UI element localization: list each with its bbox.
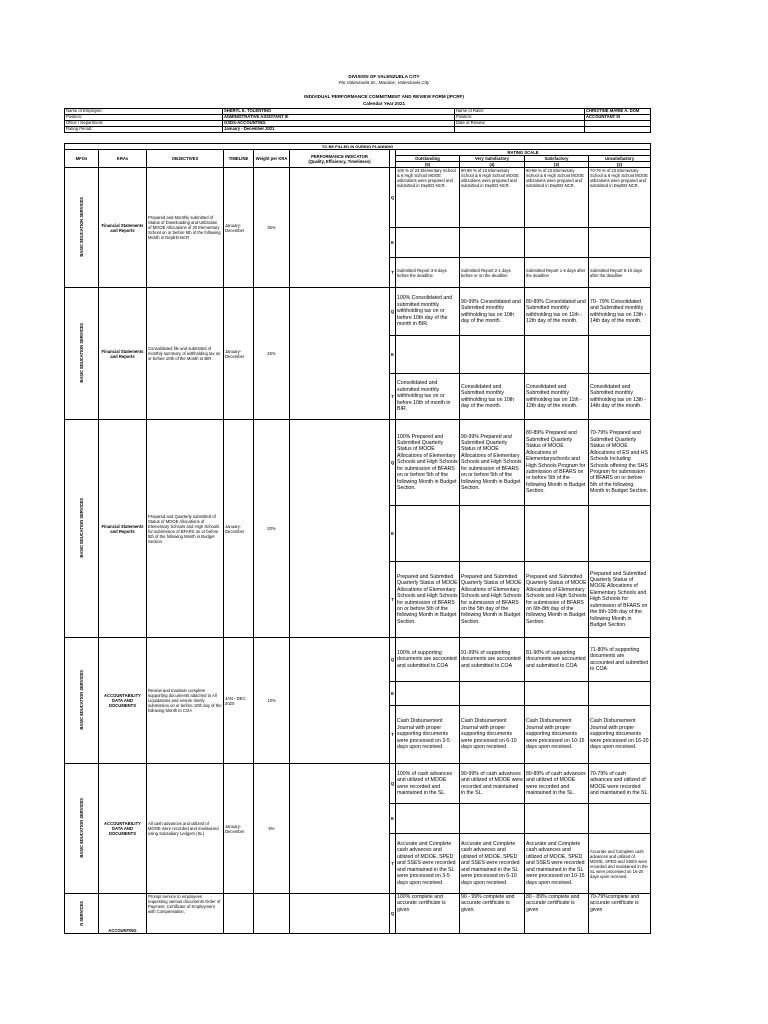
rating-satisfactory: 80-89% of cash advances and utilized of MOOE were recorded and maintained in the SL. bbox=[525, 764, 589, 804]
rating-empty bbox=[396, 336, 460, 374]
rating-outstanding: 100% Consolidated and submitted monthly withholding tax on or before 10th day of the month in BIR. bbox=[396, 288, 460, 336]
col-timeline-header: TIMELINE bbox=[224, 150, 254, 168]
col-objectives-header: OBJECTIVES bbox=[147, 150, 224, 168]
efficiency-marker: E bbox=[390, 506, 396, 562]
timeline-cell: January-December bbox=[224, 764, 254, 894]
very-satisfactory-header: Very Satisfactory bbox=[460, 156, 525, 162]
objective-cell: Review and maintain complete supporting documents attached to All Liquidations and ensure timely submission on or before 10th day of the following Month to COA bbox=[147, 638, 224, 764]
rating-empty bbox=[589, 506, 651, 562]
rating-empty bbox=[460, 506, 525, 562]
indicator-cell bbox=[290, 288, 390, 420]
very-satisfactory-score: (4) bbox=[460, 162, 525, 168]
timeliness-marker: T bbox=[390, 706, 396, 764]
timeliness-marker: T bbox=[390, 834, 396, 894]
rating-scale-header: RATING SCALE bbox=[396, 150, 651, 156]
timeline-cell: January-December bbox=[224, 168, 254, 288]
efficiency-marker: E bbox=[390, 336, 396, 374]
rating-unsatisfactory: Consolidated and Submitted monthly withholding tax on 13th - 14th day of the month. bbox=[589, 374, 651, 420]
timeline-cell: January-December bbox=[224, 420, 254, 638]
kra-cell: Financial Statements and Reports bbox=[99, 420, 147, 638]
rating-satisfactory: Prepared and Submitted Quarterly Status of MOOE Allocations of Elementary Schools and High Schools for submission of BFARS on 6th-8th day of the following Month in Budget Section. bbox=[525, 562, 589, 638]
rating-outstanding: 100% complete and accurate certificate is given bbox=[396, 894, 460, 934]
objective-cell: Prepared and Monthly submitted of Status of Downloading and Utilization of MOOE Allocations of 20 Elementary School on or before 5th of the following Month in DepED-NCR bbox=[147, 168, 224, 288]
rating-empty bbox=[525, 228, 589, 258]
info-blank bbox=[455, 127, 585, 133]
rating-period-value: January - December 2021 bbox=[223, 127, 455, 133]
rating-unsatisfactory: 70-79% of cash advances and utilized of MOOE were recorded and maintained in the SL. bbox=[589, 764, 651, 804]
rating-very-satisfactory: Prepared and Submitted Quarterly Status of MOOE Allocations of Elementary Schools and High Schools for submission of BFARS on the 5th day of the following Month in Budget Section. bbox=[460, 562, 525, 638]
rating-outstanding: Cash Disbursement Journal with proper supporting documents were processed on 3-5 days upon received. bbox=[396, 706, 460, 764]
rating-unsatisfactory: Cash Disbursement Journal with proper supporting documents were processed on 16-20 days upon received. bbox=[589, 706, 651, 764]
rating-very-satisfactory: 91-99% of supporting documents are accounted and submitted to COA bbox=[460, 638, 525, 682]
rating-outstanding: Prepared and Submitted Quarterly Status of MOOE Allocations of Elementary Schools and High Schools for submission of BFARS on or before 5th of the following Month in Budget Section. bbox=[396, 562, 460, 638]
weight-cell: 25% bbox=[254, 288, 290, 420]
rating-satisfactory: 80-89% Prepared and Submitted Quarterly Status of MOOE Allocations of Elementaryschools and High Schools Program for submission of BFARS on or before 5th of the following Month in Budget Section. bbox=[525, 420, 589, 506]
employee-info-table bbox=[64, 108, 651, 133]
employee-name-value: SHERYL E. TOLENTINO bbox=[223, 109, 455, 115]
rating-satisfactory: Submitted Report 1-5 days after the deadline bbox=[525, 258, 589, 288]
rating-empty bbox=[396, 682, 460, 706]
rating-outstanding: Submitted Report 3-5 days before the deadline bbox=[396, 258, 460, 288]
rating-empty bbox=[525, 682, 589, 706]
col-weight-header: Weight per KRA bbox=[254, 150, 290, 168]
weight-cell: 35% bbox=[254, 168, 290, 288]
rating-very-satisfactory: 90-99 % of 23 Elementary School & 6 High School MOOE utilizations were prepared and submitted in DepED-NCR. bbox=[460, 168, 525, 228]
rating-empty bbox=[589, 336, 651, 374]
rating-satisfactory: 80-89% Consolidated and Submitted monthly withholding tax on 11th - 12th day of the month. bbox=[525, 288, 589, 336]
calendar-year: Calendar Year 2021 bbox=[362, 101, 406, 106]
rating-very-satisfactory: 90 - 99% complete and accurate certificate is given. bbox=[460, 894, 525, 934]
rating-empty bbox=[589, 804, 651, 834]
weight-cell: 20% bbox=[254, 420, 290, 638]
col-kra-header: KRAs bbox=[99, 150, 147, 168]
ipcrf-table bbox=[64, 143, 651, 934]
rating-very-satisfactory: 90-99% Prepared and Submitted Quarterly Status of MOOE Allocations of Elementary Schools and High Schools for submission of BFARS on or before 5th of the following Month in Budget Section. bbox=[460, 420, 525, 506]
rating-outstanding: Accurate and Complete cash advances and utilized of MOOE, SPED and SSES were recorded and maintained in the SL were processed on 3-5 days upon received. bbox=[396, 834, 460, 894]
indicator-cell bbox=[290, 168, 390, 288]
quality-marker: Q bbox=[390, 638, 396, 682]
mfo-cell bbox=[65, 420, 99, 638]
rating-unsatisfactory: 71-80% of supporting documents are accounted and submitted to COA bbox=[589, 638, 651, 682]
mfo-cell bbox=[65, 288, 99, 420]
rating-satisfactory: Accurate and Complete cash advances and utilized of MOOE, SPED and SSES were recorded and maintained in the SL were processed on 10-15 days upon received. bbox=[525, 834, 589, 894]
rating-unsatisfactory: Prepared and Submitted Quarterly Status of MOOE Allocations of Elementary Schools and High Schools for submission of BFARS on the 9th-10th day of the following Month in Budget Section. bbox=[589, 562, 651, 638]
rating-empty bbox=[396, 228, 460, 258]
position-value: ADMINISTRATIVE ASSISTANT III bbox=[223, 115, 455, 121]
rating-outstanding: 100 % of 23 Elementary School & 6 High School MOOE utilizations were prepared and submitted in DepED-NCR. bbox=[396, 168, 460, 228]
rating-empty bbox=[460, 682, 525, 706]
quality-marker: Q bbox=[390, 894, 396, 934]
kra-cell: ACCOUNTABILITY DATA AND DOCUMENTS bbox=[99, 638, 147, 764]
rating-empty bbox=[525, 336, 589, 374]
outstanding-header: Outstanding bbox=[396, 156, 460, 162]
rating-unsatisfactory: Accurate and Complete cash advances and utilized of MOOE, SPED and SSES were recorded and maintained in the SL were processed on 16-20 days upon received. bbox=[589, 834, 651, 894]
unsatisfactory-header: Unsatisfactory bbox=[589, 156, 651, 162]
division-address: Pio Valenzuela St., Marulas, Valenzuela City bbox=[338, 80, 430, 85]
rating-empty bbox=[460, 336, 525, 374]
col-mfo-header: MFOs bbox=[65, 150, 99, 168]
mfo-label: BASIC EDUCATION SERVICES bbox=[79, 798, 84, 858]
timeliness-marker: T bbox=[390, 562, 396, 638]
timeline-cell bbox=[224, 894, 254, 934]
office-value: OSDS-ACCOUNTING bbox=[223, 121, 455, 127]
info-blank bbox=[585, 127, 651, 133]
weight-cell bbox=[254, 894, 290, 934]
office-label: Office / Department: bbox=[65, 121, 223, 127]
review-date-label: Date of Review: bbox=[455, 121, 585, 127]
mfo-label: BASIC EDUCATION SERVICES bbox=[79, 197, 84, 257]
rating-satisfactory: 80-88 % of 23 Elementary School & 6 High School MOOE utilizations were prepared and submitted in DepED-NCR. bbox=[525, 168, 589, 228]
rater-name-value: CHRISTINE MARIE A. DOM bbox=[585, 109, 651, 115]
mfo-label: BASIC EDUCATION SERVICES bbox=[79, 498, 84, 558]
objective-cell: Prompt service to employees requesting various documents Order of Payment, Certificate of Employment with Compensation, bbox=[147, 894, 224, 934]
outstanding-score: (5) bbox=[396, 162, 460, 168]
rating-unsatisfactory: Submitted Report 6-10 days after the deadline bbox=[589, 258, 651, 288]
col-indicator-header bbox=[290, 150, 390, 168]
objective-cell: Consolidated file and submitted of monthly summary of withholding tax on or before 10th of the Month to BIR. bbox=[147, 288, 224, 420]
efficiency-marker: E bbox=[390, 228, 396, 258]
weight-cell: 5% bbox=[254, 764, 290, 894]
division-title: DIVISION OF VALENZUELA CITY bbox=[348, 74, 420, 79]
timeliness-marker: T bbox=[390, 374, 396, 420]
kra-cell: ACCOUNTING bbox=[99, 894, 147, 934]
quality-marker: Q bbox=[390, 420, 396, 506]
rating-period-label: Rating Period: bbox=[65, 127, 223, 133]
employee-name-label: Name of Employee: bbox=[65, 109, 223, 115]
rating-very-satisfactory: 90-99% of cash advances and utilized of MOOE were recorded and maintained in the SL. bbox=[460, 764, 525, 804]
kra-cell: ACCOUNTABILITY DATA AND DOCUMENTS bbox=[99, 764, 147, 894]
timeline-cell: January-December bbox=[224, 288, 254, 420]
rating-empty bbox=[525, 506, 589, 562]
mfo-cell bbox=[65, 168, 99, 288]
objective-cell: Prepared and Quarterly submitted of Status of MOOE Allocations of Elementary Schools and High Schools for submission of BFARS on or before 5th of the following Month in Budget Section. bbox=[147, 420, 224, 638]
timeliness-marker: T bbox=[390, 258, 396, 288]
satisfactory-header: Satisfactory bbox=[525, 156, 589, 162]
rating-outstanding: 100% Prepared and Submitted Quarterly Status of MOOE Allocations of Elementary Schools and High Schools for submission of BFARS on or before 5th of the following Month in Budget Section. bbox=[396, 420, 460, 506]
efficiency-marker: E bbox=[390, 804, 396, 834]
indicator-cell bbox=[290, 764, 390, 894]
rating-satisfactory: 80 - 89% complete and accurate certificate is given bbox=[525, 894, 589, 934]
objective-cell: All cash advances and utilized of MOOE were recorded and maintained using Subsidiary Ledgers (SL) bbox=[147, 764, 224, 894]
rater-name-label: Name of Rater: bbox=[455, 109, 585, 115]
efficiency-marker: E bbox=[390, 682, 396, 706]
rating-empty bbox=[589, 228, 651, 258]
rating-outstanding: Consolidated and submitted monthly withholding tax on or before 10th of month in BIR. bbox=[396, 374, 460, 420]
rating-unsatisfactory: 70-79%complete and accurate certificate is given bbox=[589, 894, 651, 934]
unsatisfactory-score: (2) bbox=[589, 162, 651, 168]
kra-cell: Financial Statements and Reports bbox=[99, 168, 147, 288]
rating-unsatisfactory: 70-79% Prepared and Submitted Quarterly Status of MOOE Allocations of ES and HS Schools Including Schools offering the SHS Program for submission of BFARS on or before 5th of the following Month in Budget Section. bbox=[589, 420, 651, 506]
rating-very-satisfactory: Submitted Report 2-1 days before or on the deadline bbox=[460, 258, 525, 288]
mfo-label: BASIC EDUCATION SERVICES bbox=[79, 670, 84, 730]
rater-position-value: ACCOUNTANT III bbox=[585, 115, 651, 121]
mfo-label: BASIC EDUCATION SERVICES bbox=[79, 323, 84, 383]
rating-empty bbox=[589, 682, 651, 706]
indicator-cell bbox=[290, 894, 390, 934]
rating-empty bbox=[525, 804, 589, 834]
rating-satisfactory: Consolidated and Submitted monthly withholding tax on 11th - 12th day of the month. bbox=[525, 374, 589, 420]
form-title: INDIVIDUAL PERFORMANCE COMMITMENT AND REVIEW FORM (IPCRF) bbox=[304, 94, 464, 99]
mfo-label: N SERVICES bbox=[79, 900, 84, 926]
rating-empty bbox=[460, 228, 525, 258]
rating-unsatisfactory: 70- 79% Consolidated and Submitted monthly withholding tax on 13th - 14th day of the month. bbox=[589, 288, 651, 336]
rating-satisfactory: Cash Disbursement Journal with proper supporting documents were processed on 10-15 days upon received. bbox=[525, 706, 589, 764]
rating-very-satisfactory: Consolidated and Submitted monthly withholding tax on 10th day of the month. bbox=[460, 374, 525, 420]
rating-unsatisfactory: 70-79 % of 23 Elementary School & 6 High School MOOE utilizations were prepared and submitted in DepED-NCR. bbox=[589, 168, 651, 228]
rater-position-label: Position: bbox=[455, 115, 585, 121]
quality-marker: Q bbox=[390, 764, 396, 804]
kra-cell: Financial Statements and Reports bbox=[99, 288, 147, 420]
mfo-cell bbox=[65, 638, 99, 764]
planning-label: TO BE FILLED IN DURING PLANNING bbox=[65, 144, 651, 150]
rating-empty bbox=[396, 506, 460, 562]
indicator-subtitle: (Quality, Efficiency, Timeliness) bbox=[308, 158, 371, 164]
rating-satisfactory: 81-90% of supporting documents are accounted and submitted to COA bbox=[525, 638, 589, 682]
indicator-cell bbox=[290, 638, 390, 764]
quality-marker: Q bbox=[390, 168, 396, 228]
rating-very-satisfactory: Accurate and Complete cash advances and utilized of MOOE, SPED and SSES were recorded and maintained in the SL were processed on 6-10 days upon received. bbox=[460, 834, 525, 894]
indicator-title: PERFORMANCE INDICATOR bbox=[311, 153, 368, 159]
weight-cell: 10% bbox=[254, 638, 290, 764]
satisfactory-score: (3) bbox=[525, 162, 589, 168]
position-label: Position: bbox=[65, 115, 223, 121]
quality-marker: Q bbox=[390, 288, 396, 336]
mfo-cell bbox=[65, 764, 99, 894]
rating-outstanding: 100% of cash advances and utilized of MOOE were recorded and maintained in the SL. bbox=[396, 764, 460, 804]
indicator-cell bbox=[290, 420, 390, 638]
rating-very-satisfactory: Cash Disbursement Journal with proper supporting documents were processed on 6-10 days upon received. bbox=[460, 706, 525, 764]
rating-empty bbox=[396, 804, 460, 834]
rating-empty bbox=[460, 804, 525, 834]
rating-outstanding: 100% of supporting documents are accounted and submitted to COA bbox=[396, 638, 460, 682]
mfo-cell bbox=[65, 894, 99, 934]
timeline-cell: JAN - DEC 2020 bbox=[224, 638, 254, 764]
rating-very-satisfactory: 90-99% Consolidated and Submitted monthly withholding tax on 10th day of the month. bbox=[460, 288, 525, 336]
